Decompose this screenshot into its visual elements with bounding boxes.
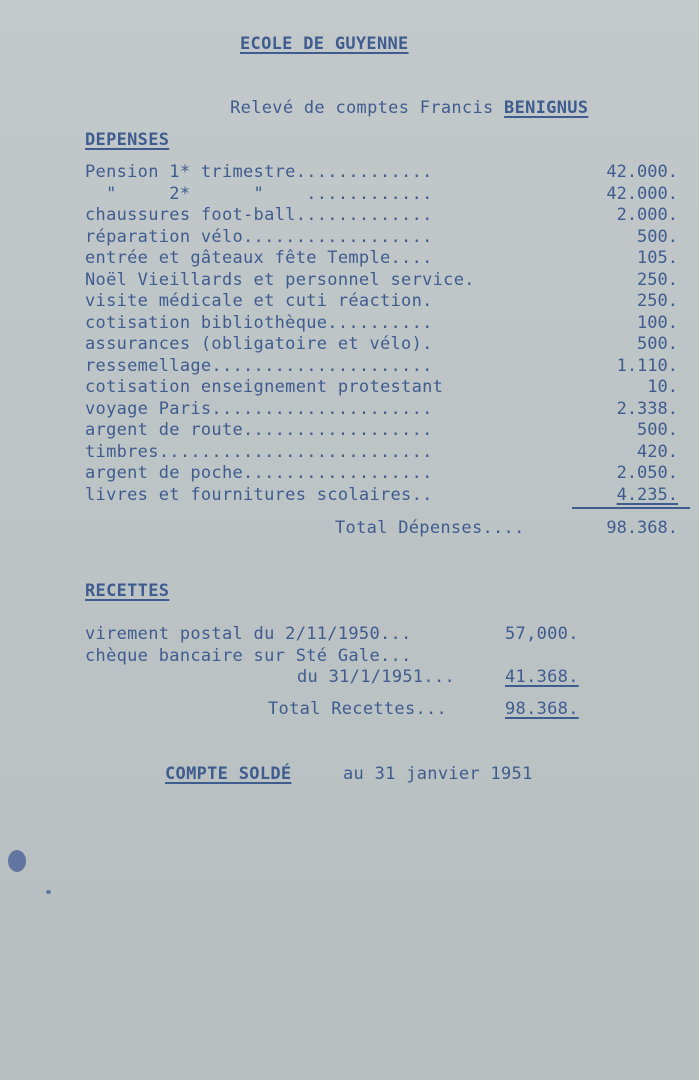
expense-item-amount: 105. xyxy=(637,248,678,268)
expense-item-amount: 420. xyxy=(637,441,678,462)
expense-item-amount: 1.110. xyxy=(616,355,678,376)
expense-item-label: Noël Vieillards et personnel service. xyxy=(85,269,475,290)
expense-item-amount: 500. xyxy=(637,334,678,354)
expense-item-amount: 42.000. xyxy=(606,162,678,182)
expense-item-label: cotisation bibliothèque.......... xyxy=(85,312,433,333)
school-name: ECOLE DE GUYENNE xyxy=(240,34,409,54)
expense-item-label: argent de route.................. xyxy=(85,420,433,440)
expense-item-amount: 250. xyxy=(637,291,678,311)
statement-title xyxy=(188,77,588,140)
expense-item-amount: 4.235. xyxy=(616,484,678,505)
expense-item-amount: 10. xyxy=(647,377,678,397)
expense-item-amount: 2.338. xyxy=(616,398,678,419)
account-status-date: au 31 janvier 1951 xyxy=(343,764,533,784)
expense-item-label: voyage Paris..................... xyxy=(85,398,433,419)
receipt-line-3-label: du 31/1/1951... xyxy=(297,667,456,687)
expense-item-label: ressemellage..................... xyxy=(85,355,433,376)
expense-item-label: " 2* " ............ xyxy=(85,183,433,204)
ink-smudge xyxy=(8,850,26,872)
expense-item-label: chaussures foot-ball............. xyxy=(85,205,433,225)
expenses-total-rule xyxy=(572,507,690,509)
expense-item-amount: 2.000. xyxy=(616,205,678,225)
receipt-line-1-amount: 57,000. xyxy=(505,624,579,644)
expense-item-amount: 250. xyxy=(637,269,678,290)
receipt-line-1-label: virement postal du 2/11/1950... xyxy=(85,624,412,644)
statement-title-name: BENIGNUS xyxy=(504,98,589,118)
statement-title-prefix: Relevé de comptes Francis xyxy=(230,98,505,118)
receipts-heading: RECETTES xyxy=(85,581,170,601)
receipts-total-amount: 98.368. xyxy=(505,699,579,719)
expense-item-label: assurances (obligatoire et vélo). xyxy=(85,334,433,354)
expense-item-amount: 42.000. xyxy=(606,183,678,204)
expense-item-label: réparation vélo.................. xyxy=(85,226,433,247)
expenses-heading: DEPENSES xyxy=(85,130,170,150)
expense-item-amount: 100. xyxy=(637,312,678,333)
expense-item-label: argent de poche.................. xyxy=(85,463,433,483)
expense-item-label: cotisation enseignement protestant xyxy=(85,377,444,397)
expense-item-amount: 2.050. xyxy=(616,463,678,483)
expenses-total-label: Total Dépenses.... xyxy=(335,518,525,538)
expense-item-label: livres et fournitures scolaires.. xyxy=(85,484,433,505)
expense-item-label: Pension 1* trimestre............. xyxy=(85,162,433,182)
account-status: COMPTE SOLDÉ xyxy=(165,764,292,784)
ink-speck xyxy=(46,890,51,894)
expense-item-label: entrée et gâteaux fête Temple.... xyxy=(85,248,433,268)
expense-item-amount: 500. xyxy=(637,420,678,440)
receipt-line-3-amount: 41.368. xyxy=(505,667,579,687)
expense-item-amount: 500. xyxy=(637,226,678,247)
expense-item-label: timbres.......................... xyxy=(85,441,433,462)
receipt-line-2-label: chèque bancaire sur Sté Gale... xyxy=(85,646,412,666)
receipts-total-label: Total Recettes... xyxy=(268,699,448,719)
expenses-total-amount: 98.368. xyxy=(606,518,678,538)
expense-item-label: visite médicale et cuti réaction. xyxy=(85,291,433,311)
